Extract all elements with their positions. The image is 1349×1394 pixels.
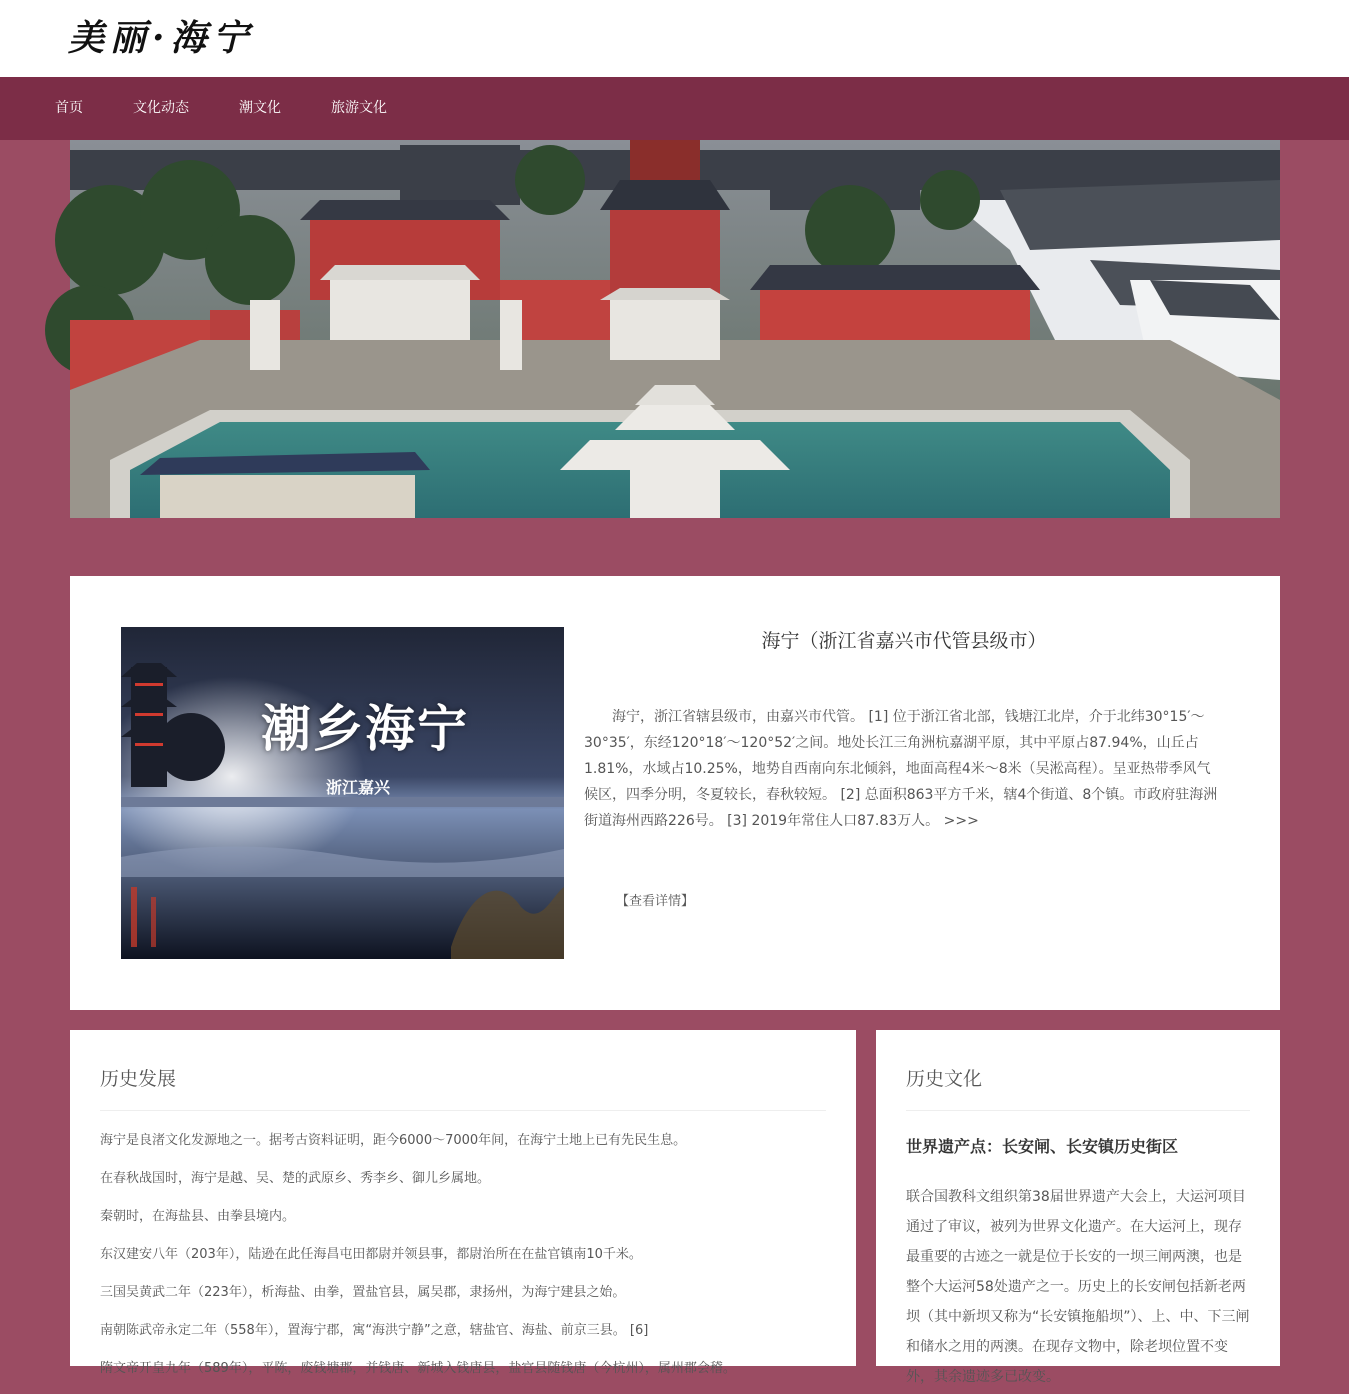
- culture-card: [876, 1030, 1280, 1385]
- intro-title: 海宁（浙江省嘉兴市代管县级市）: [761, 630, 1047, 652]
- history-list-item: 海宁是良渚文化发源地之一。据考古资料证明，距今6000～7000年间，在海宁土地上已有先民生息。: [100, 1133, 687, 1148]
- history-heading: 历史发展: [100, 1068, 177, 1090]
- intro-body-text: 海宁，浙江省辖县级市，由嘉兴市代管。 [1] 位于浙江省北部，钱塘江北岸，介于北纬30°15′～30°35′，东经120°18′～120°52′之间。地处长江三角洲杭嘉湖平原，其中平原占87.94%，山丘占1.81%，水域占10.25%，地势自西南向东北倾斜，地面高程4米～8米（吴淞高程）。呈亚热带季风气候区，四季分明，冬夏较长，春秋较短。 [2] 总面积863平方千米，辖4个街道、8个镇。市政府驻海洲街道海州西路226号。 [3] 2019年常住人口87.83万人。 >>>: [584, 709, 1218, 829]
- hero-banner-image: [70, 140, 1280, 518]
- history-list-item: 南朝陈武帝永定二年（558年），置海宁郡，寓“海洪宁静”之意，辖盐官、海盐、前京三县。 [6]: [100, 1323, 649, 1338]
- culture-body-text: 联合国教科文组织第38届世界遗产大会上，大运河项目通过了审议，被列为世界文化遗产。在大运河上，现存最重要的古迹之一就是位于长安的一坝三闸两澳，也是整个大运河58处遗产之一。历史上的长安闸包括新老两坝（其中新坝又称为“长安镇拖船坝”）、上、中、下三闸和储水之用的两澳。在现存文物中，除老坝位置不变外，其余遗迹多已改变。: [906, 1189, 1250, 1385]
- poster-subtitle: 浙江嘉兴: [326, 778, 391, 797]
- intro-panel: [70, 576, 1280, 1010]
- history-list-item: 三国吴黄武二年（223年），析海盐、由拳，置盐官县，属吴郡，隶扬州，为海宁建县之始。: [100, 1285, 626, 1300]
- intro-poster-image: [121, 627, 564, 959]
- history-list-item: 隋文帝开皇九年（589年），平陈，废钱塘郡，并钱唐、新城入钱唐县，盐官县随钱唐（今杭州），属州郡会稽。: [100, 1361, 736, 1376]
- culture-heading: 历史文化: [906, 1068, 983, 1090]
- nav-item-tide-culture[interactable]: 潮文化: [239, 100, 281, 116]
- culture-subheading[interactable]: 世界遗产点：长安闸、长安镇历史街区: [906, 1137, 1179, 1156]
- history-divider: [100, 1110, 826, 1111]
- site-header: [0, 0, 1349, 77]
- nav-item-tourism-culture[interactable]: 旅游文化: [331, 100, 387, 116]
- history-list-item: 秦朝时，在海盐县、由拳县境内。: [100, 1209, 296, 1224]
- history-list: [100, 1128, 840, 1394]
- poster-title: 潮乡海宁: [261, 699, 469, 758]
- main-nav: [0, 77, 1349, 140]
- temple-aerial-illustration: [70, 140, 1280, 518]
- site-logo[interactable]: 美丽·海宁: [68, 17, 255, 59]
- view-details-link[interactable]: 【查看详情】: [616, 894, 695, 909]
- nav-item-home[interactable]: 首页: [55, 100, 83, 116]
- history-card: [70, 1030, 856, 1376]
- history-list-item: 东汉建安八年（203年），陆逊在此任海昌屯田都尉并领县事，都尉治所在在盐官镇南10千米。: [100, 1247, 642, 1262]
- culture-divider: [906, 1110, 1250, 1111]
- history-list-item: 在春秋战国时，海宁是越、吴、楚的武原乡、秀李乡、御儿乡属地。: [100, 1171, 491, 1186]
- nav-item-culture-news[interactable]: 文化动态: [133, 100, 189, 116]
